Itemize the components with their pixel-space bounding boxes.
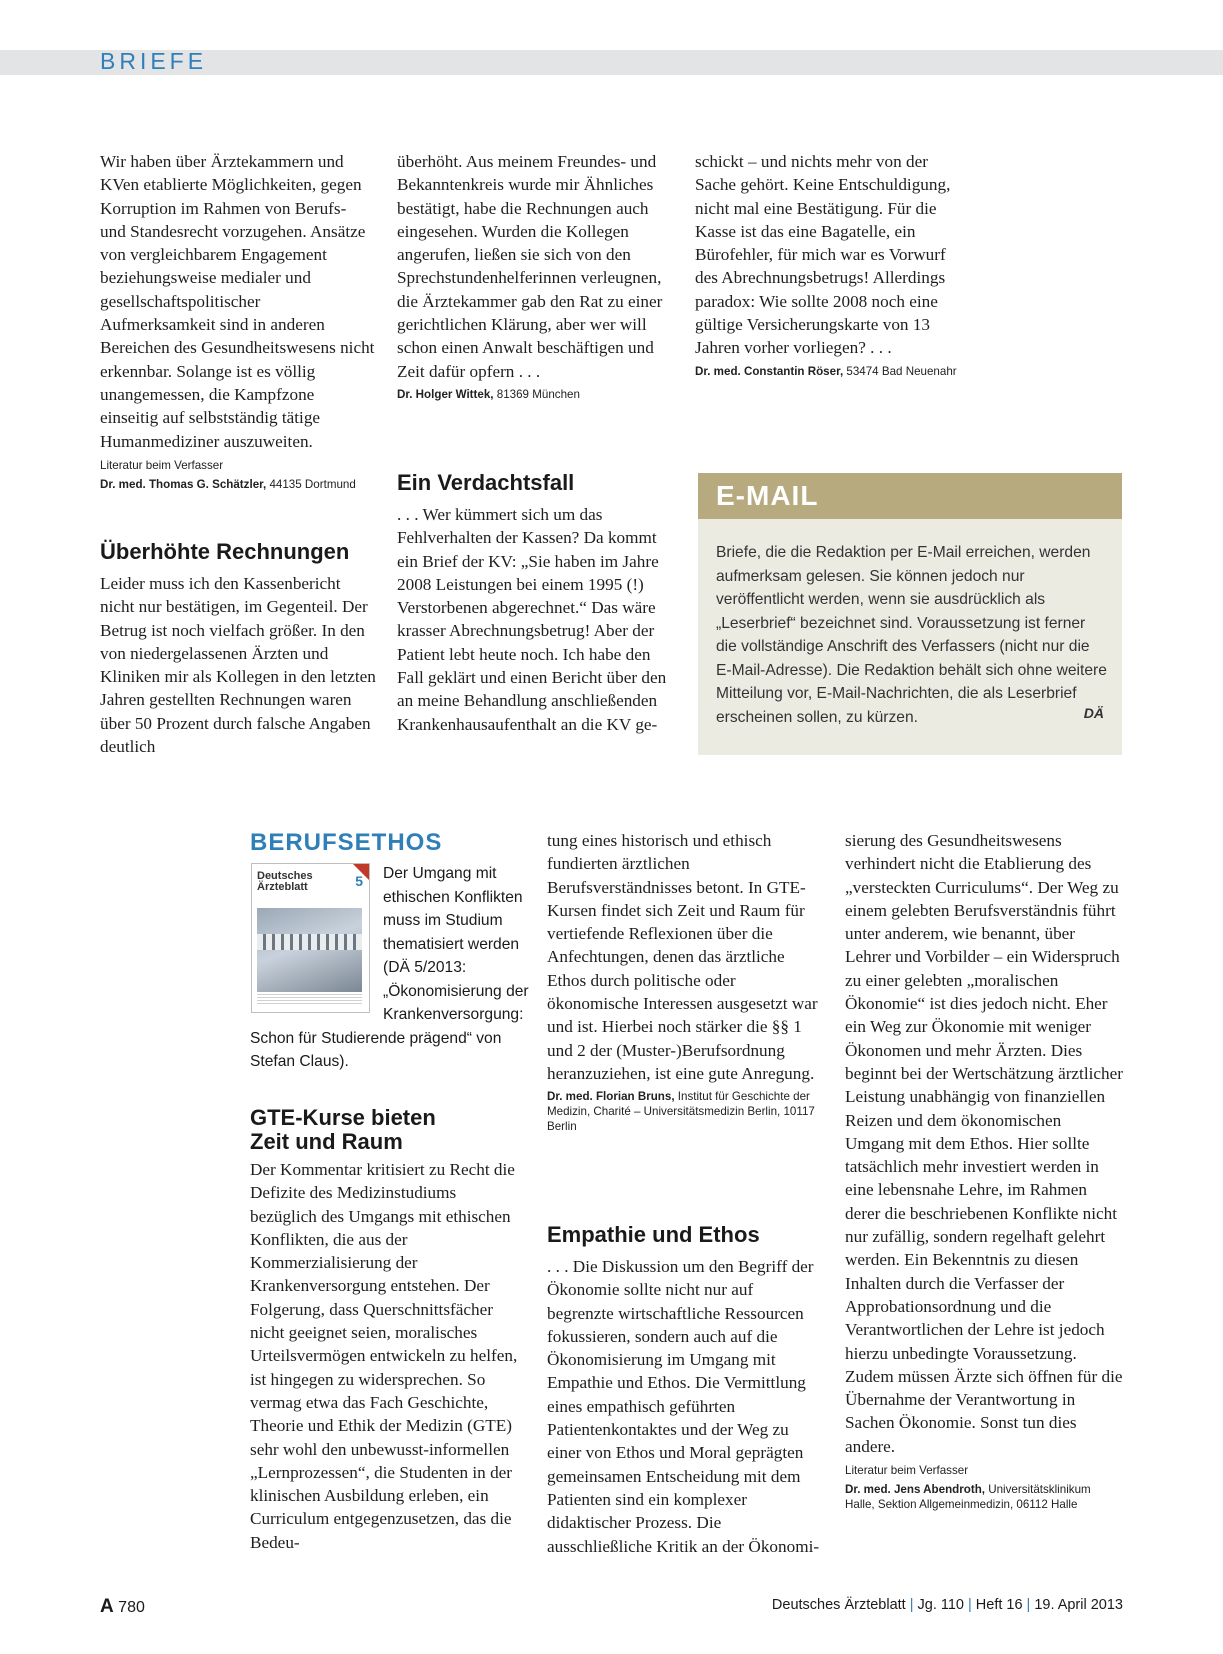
letter-heading: Empathie und Ethos [547, 1222, 760, 1247]
author-credit [845, 1482, 1123, 1512]
footer-citation [772, 1597, 1123, 1613]
author-location: 81369 München [493, 387, 580, 401]
author-location: 53474 Bad Neuenahr [843, 364, 957, 378]
email-info-box [698, 473, 1122, 755]
column-3 [695, 150, 971, 379]
author-name: Dr. med. Jens Abendroth, [845, 1483, 986, 1497]
letter-text: . . . Die Diskussion um den Begriff der Ökonomie sollte nicht nur auf begrenzte wirtschaftliche Ressourcen fokussieren, sondern auch auf die Ökonomisierung im Umgang mit Empathie und Ethos. Die Vermittlung eines empathisch geführten Patientenkontaktes und der Weg zu einer von Ethos und Moral geprägten gemeinsamen Entscheidung mit dem Patienten sind ein komplexer didaktischer Prozess. Die ausschließliche Kritik an der Ökonomi- [547, 1257, 820, 1556]
letter-text: schickt – und nichts mehr von der Sache gehört. Keine Entschuldigung, nicht mal eine Bestätigung. Für die Kasse ist das eine Bagatelle, ein Bürofehler, für mich war es Vorwurf des Abrechnungsbetrugs! Allerdings paradox: Wie sollte 2008 noch eine gültige Versicherungskarte von 13 Jahren vorher vorliegen? . . . [695, 152, 951, 358]
letter-text: tung eines historisch und ethisch fundierten ärztlichen Berufsverständnisses betont. In GTE-Kursen findet sich Zeit und Raum für vertiefende Reflexionen über die Anfechtungen, denen das ärztliche Ethos durch politische oder ökonomische Interessen ausgesetzt war und ist. Hierbei noch stärker die §§ 1 und 2 der (Muster-)Berufsordnung heranzuziehen, ist eine gute Anregung. [547, 831, 818, 1083]
journal-name: Deutsches Ärzteblatt [771, 1597, 906, 1613]
author-location: Universitätsklinikum Halle, Sektion Allgemeinmedizin, 06112 Halle [845, 1483, 1091, 1512]
column-4 [250, 1106, 526, 1554]
column-1-lower [100, 540, 376, 758]
column-2 [397, 150, 673, 402]
column-1 [100, 150, 376, 492]
letter-text: Leider muss ich den Kassenbericht nicht nur bestätigen, im Gegenteil. Der Betrug ist noch vielfach größer. In den von niedergelassenen Ärzten und Kliniken mir als Kollegen in den letzten Jahren gestellten Rechnungen waren über 50 Prozent durch falsche Angaben deutlich [100, 574, 376, 757]
email-box-title: E-MAIL [698, 473, 1122, 519]
issue: Heft 16 [975, 1597, 1023, 1613]
author-credit [100, 477, 376, 492]
page-number: A 780 [100, 1596, 145, 1617]
letter-text: . . . Wer kümmert sich um das Fehlverhalten der Kassen? Da kommt ein Brief der KV: „Sie haben im Jahre 2008 Leistungen bei einem 1995 (!) Verstorbenen abgerechnet.“ Das wäre krasser Abrechnungsbetrug! Aber der Patient lebt heute noch. Ich habe den Fall geklärt und einen Bericht über den an meine Behandlung anschließenden Krankenhausaufenthalt an die KV ge- [397, 505, 667, 734]
section-label: BRIEFE [100, 48, 208, 74]
author-name: Dr. Holger Wittek, [397, 387, 494, 401]
berufsethos-intro [250, 862, 530, 1074]
separator: | [1026, 1597, 1031, 1613]
column-2-lower [397, 471, 673, 736]
email-box-text: Briefe, die die Redaktion per E-Mail erreichen, werden aufmerksam gelesen. Sie können jedoch nur veröffentlicht werden, wenn sie ausdrücklich als „Leserbrief“ bezeichnet sind. Voraussetzung ist ferner die vollständige Anschrift des Verfassers (nicht nur die E-Mail-Adresse). Die Redaktion behält sich ohne weitere Mitteilung vor, E-Mail-Nachrichten, die als Leserbrief erscheinen sollen, zu kürzen. [716, 544, 1107, 726]
berufsethos-label: BERUFSETHOS [250, 829, 443, 856]
separator: | [909, 1597, 914, 1613]
author-credit [547, 1089, 823, 1134]
email-box-signature: DÄ [1083, 705, 1104, 721]
intro-text-b: Schon für Studierende prägend“ von Stefan Claus). [250, 1029, 502, 1070]
letter-heading: Ein Verdachtsfall [397, 470, 575, 495]
cover-issue-number: 5 [355, 873, 363, 889]
author-location: 44135 Dortmund [266, 477, 356, 491]
date: 19. April 2013 [1034, 1597, 1123, 1613]
letter-text: Der Kommentar kritisiert zu Recht die Defizite des Medizinstudiums bezüglich des Umgangs mit ethischen Konflikten, die aus der Kommerzialisierung der Krankenversorgung entstehen. Der Folgerung, dass Querschnittsfächer nicht geeignet seien, moralisches Urteilsvermögen entwickeln zu helfen, ist hingegen zu widersprechen. So vermag etwa das Fach Geschichte, Theorie und Ethik der Medizin (GTE) sehr wohl den unbewusst-informellen „Lernprozessen“, die Studenten in der klinischen Ausbildung erleben, ein Curriculum entgegenzusetzen, das die Bedeu- [250, 1160, 518, 1552]
column-5-lower [547, 1223, 823, 1558]
volume: Jg. 110 [917, 1597, 964, 1613]
separator: | [968, 1597, 972, 1613]
author-name: Dr. med. Florian Bruns, [547, 1090, 675, 1104]
letter-text: Wir haben über Ärztekammern und KVen etablierte Möglichkeiten, gegen Korruption im Rahmen von Berufs- und Standesrecht vorzugehen. Ansätze von vergleichbarem Engagement beziehungsweise medialer und gesellschaftspolitischer Aufmerksamkeit sind in anderen Bereichen des Gesundheitswesens nicht erkennbar. Solange ist es völlig unangemessen, die Kampfzone einseitig auf selbstständig tätige Humanmediziner auszuweiten. [100, 152, 375, 451]
author-credit [695, 364, 971, 379]
letter-text: überhöht. Aus meinem Freundes- und Bekanntenkreis wurde mir Ähnliches bestätigt, habe die Rechnungen auch eingesehen. Wurden die Kollegen angerufen, ließen sie sich von den Sprechstundenhelferinnen verleugnen, die Ärztekammer gab den Rat zu einer gerichtlichen Klärung, aber wer will schon einen Anwalt beschäftigen und Zeit dafür opfern . . . [397, 152, 663, 381]
letter-heading: Überhöhte Rechnungen [100, 539, 350, 564]
letter-text: sierung des Gesundheitswesens verhindert nicht die Etablierung des „versteckten Curriculums“. Der Weg zu einem gelebten Berufsverständnis führt unter anderem, wie benannt, über Lehrer und Vorbilder – ein Widerspruch zu einer gelebten „moralischen Ökonomie“ ist dies jedoch nicht. Eher ein Weg zur Ökonomie mit weniger Ökonomen und mehr Ärzten. Dies beginnt bei der Wertschätzung ärztlicher Leistung unabhängig von finanziellen Reizen und dem ökonomischen Umgang mit dem Ethos. Hier sollte tatsächlich mehr investiert werden in eine lebensnahe Lehre, im Rahmen derer die beschriebenen Konflikte nicht nur zufällig, sondern regelhaft gelehrt werden. Ein Bekenntnis zu diesen Inhalten durch die Verfasser der Approbationsordnung und die Verantwortlichen der Lehre ist jedoch hierzu unbedingte Voraussetzung. Zudem müssen Ärzte sich öffnen für die Übernahme der Verantwortung in Sachen Ökonomie. Sonst tun dies andere. [845, 831, 1123, 1456]
letter-heading: GTE-Kurse bieten Zeit und Raum [250, 1105, 436, 1154]
literature-note: Literatur beim Verfasser [100, 458, 224, 472]
author-credit [397, 387, 673, 402]
literature-note: Literatur beim Verfasser [845, 1464, 969, 1478]
column-6 [845, 829, 1123, 1512]
cover-title: Deutsches Ärzteblatt [257, 870, 313, 893]
author-name: Dr. med. Thomas G. Schätzler, [100, 477, 267, 491]
author-location: Institut für Geschichte der Medizin, Charité – Universitätsmedizin Berlin, 10117 Berlin [547, 1090, 815, 1134]
intro-text-a: Der Umgang mit ethischen Konflikten muss im Studium thematisiert werden (DÄ 5/2013: „Ökonomisierung der Krankenversorgung: [383, 865, 529, 1023]
author-name: Dr. med. Constantin Röser, [695, 364, 844, 378]
column-5 [547, 829, 823, 1134]
